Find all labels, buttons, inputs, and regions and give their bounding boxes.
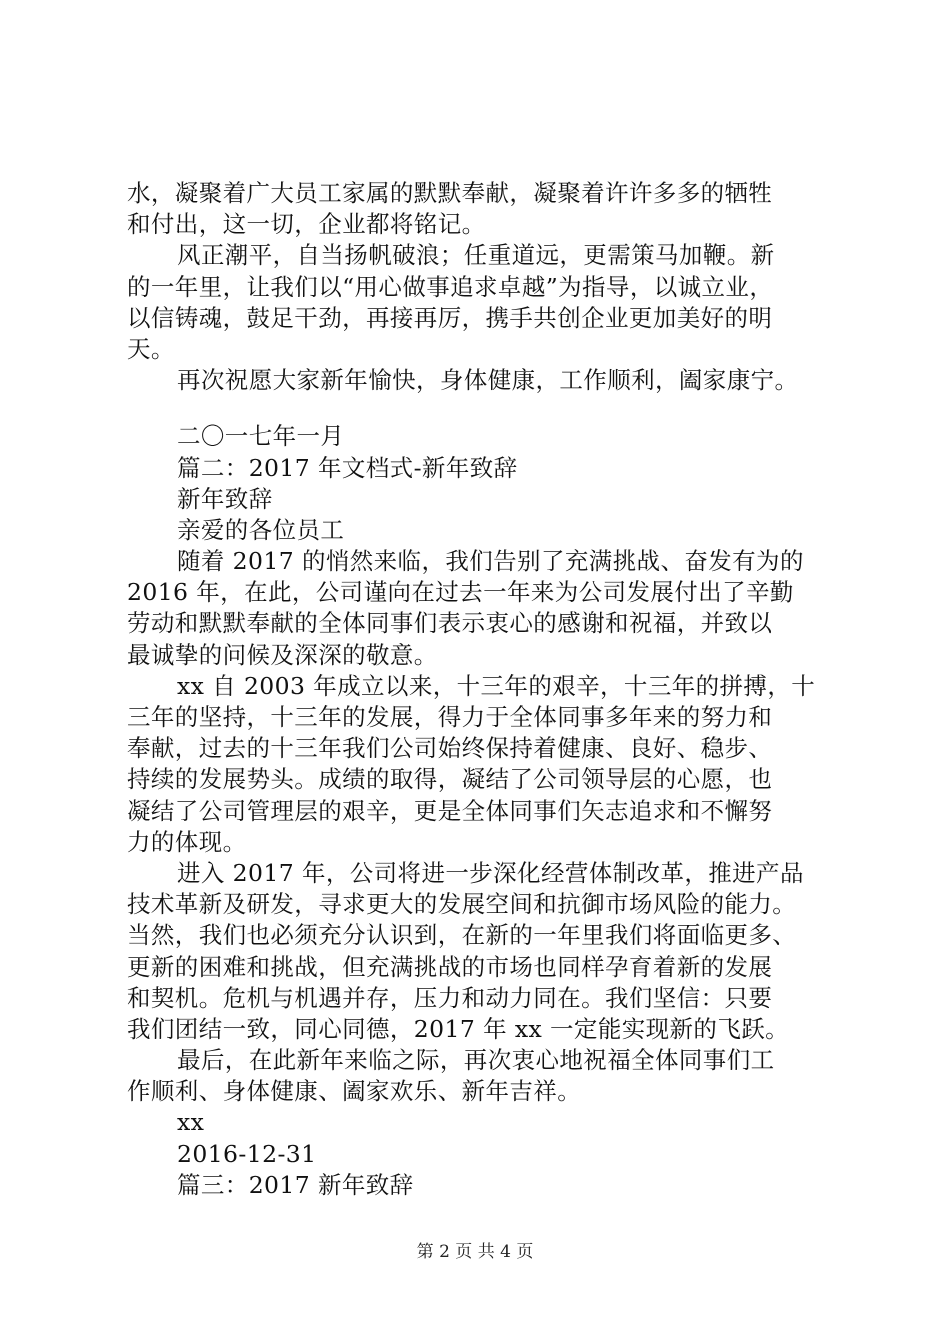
paragraph xyxy=(127,453,831,484)
text-line: 再次祝愿大家新年愉快，身体健康，工作顺利，阖家康宁。 xyxy=(177,366,799,395)
text-line: 2016 年，在此，公司谨向在过去一年来为公司发展付出了辛勤 xyxy=(127,578,794,607)
text-line: 凝结了公司管理层的艰辛，更是全体同事们矢志追求和不懈努 xyxy=(127,796,773,825)
text-line: 持续的发展势头。成绩的取得，凝结了公司领导层的心愿，也 xyxy=(127,765,773,794)
paragraph xyxy=(127,546,831,671)
paragraph xyxy=(127,1170,831,1201)
paragraph xyxy=(127,858,831,1045)
text-line: 以信铸魂，鼓足干劲，再接再厉，携手共创企业更加美好的明 xyxy=(127,303,773,332)
text-line: 三年的坚持，十三年的发展，得力于全体同事多年来的努力和 xyxy=(127,703,773,731)
document-body xyxy=(127,178,831,1201)
text-line: 当然，我们也必须充分认识到，在新的一年里我们将面临更多、 xyxy=(127,921,797,950)
paragraph xyxy=(127,1107,831,1138)
text-line: 劳动和默默奉献的全体同事们表示衷心的感谢和祝福，并致以 xyxy=(127,609,773,638)
text-line: xx xyxy=(177,1108,205,1137)
text-line: 篇二：2017 年文档式-新年致辞 xyxy=(177,453,518,482)
paragraph-gap xyxy=(127,396,831,421)
text-line: 和付出，这一切，企业都将铭记。 xyxy=(127,210,486,239)
paragraph xyxy=(127,671,831,858)
text-line: xx 自 2003 年成立以来，十三年的艰辛，十三年的拼搏，十 xyxy=(177,671,816,700)
text-line: 力的体现。 xyxy=(127,827,247,856)
text-line: 更新的困难和挑战，但充满挑战的市场也同样孕育着新的发展 xyxy=(127,952,773,981)
text-line: 进入 2017 年，公司将进一步深化经营体制改革，推进产品 xyxy=(177,858,804,887)
paragraph xyxy=(127,240,831,365)
paragraph xyxy=(127,515,831,546)
text-line: 最后，在此新年来临之际，再次衷心地祝福全体同事们工 xyxy=(177,1046,775,1075)
text-line: 作顺利、身体健康、阖家欢乐、新年吉祥。 xyxy=(127,1077,582,1106)
text-line: 技术革新及研发，寻求更大的发展空间和抗御市场风险的能力。 xyxy=(127,890,797,919)
text-line: 新年致辞 xyxy=(177,484,273,513)
paragraph xyxy=(127,1139,831,1170)
page-footer: 第 2 页 共 4 页 xyxy=(416,1242,534,1262)
paragraph xyxy=(127,178,831,240)
text-line: 奉献，过去的十三年我们公司始终保持着健康、良好、稳步、 xyxy=(127,734,773,763)
text-line: 最诚挚的问候及深深的敬意。 xyxy=(127,640,438,669)
text-line: 2016-12-31 xyxy=(177,1139,317,1168)
paragraph xyxy=(127,484,831,515)
paragraph xyxy=(127,1045,831,1107)
paragraph xyxy=(127,421,831,452)
text-line: 的一年里，让我们以“用心做事追求卓越”为指导，以诚立业， xyxy=(127,272,774,301)
text-line: 和契机。危机与机遇并存，压力和动力同在。我们坚信：只要 xyxy=(127,983,773,1012)
text-line: 随着 2017 的悄然来临，我们告别了充满挑战、奋发有为的 xyxy=(177,547,804,576)
text-line: 我们团结一致，同心同德，2017 年 xx 一定能实现新的飞跃。 xyxy=(127,1014,790,1043)
text-line: 水，凝聚着广大员工家属的默默奉献，凝聚着许许多多的牺牲 xyxy=(127,179,773,207)
text-line: 二〇一七年一月 xyxy=(177,422,345,451)
text-line: 风正潮平，自当扬帆破浪；任重道远，更需策马加鞭。新 xyxy=(177,241,775,270)
text-line: 亲爱的各位员工 xyxy=(177,515,345,544)
text-line: 篇三：2017 新年致辞 xyxy=(177,1170,414,1199)
text-line: 天。 xyxy=(127,334,175,363)
paragraph xyxy=(127,365,831,396)
